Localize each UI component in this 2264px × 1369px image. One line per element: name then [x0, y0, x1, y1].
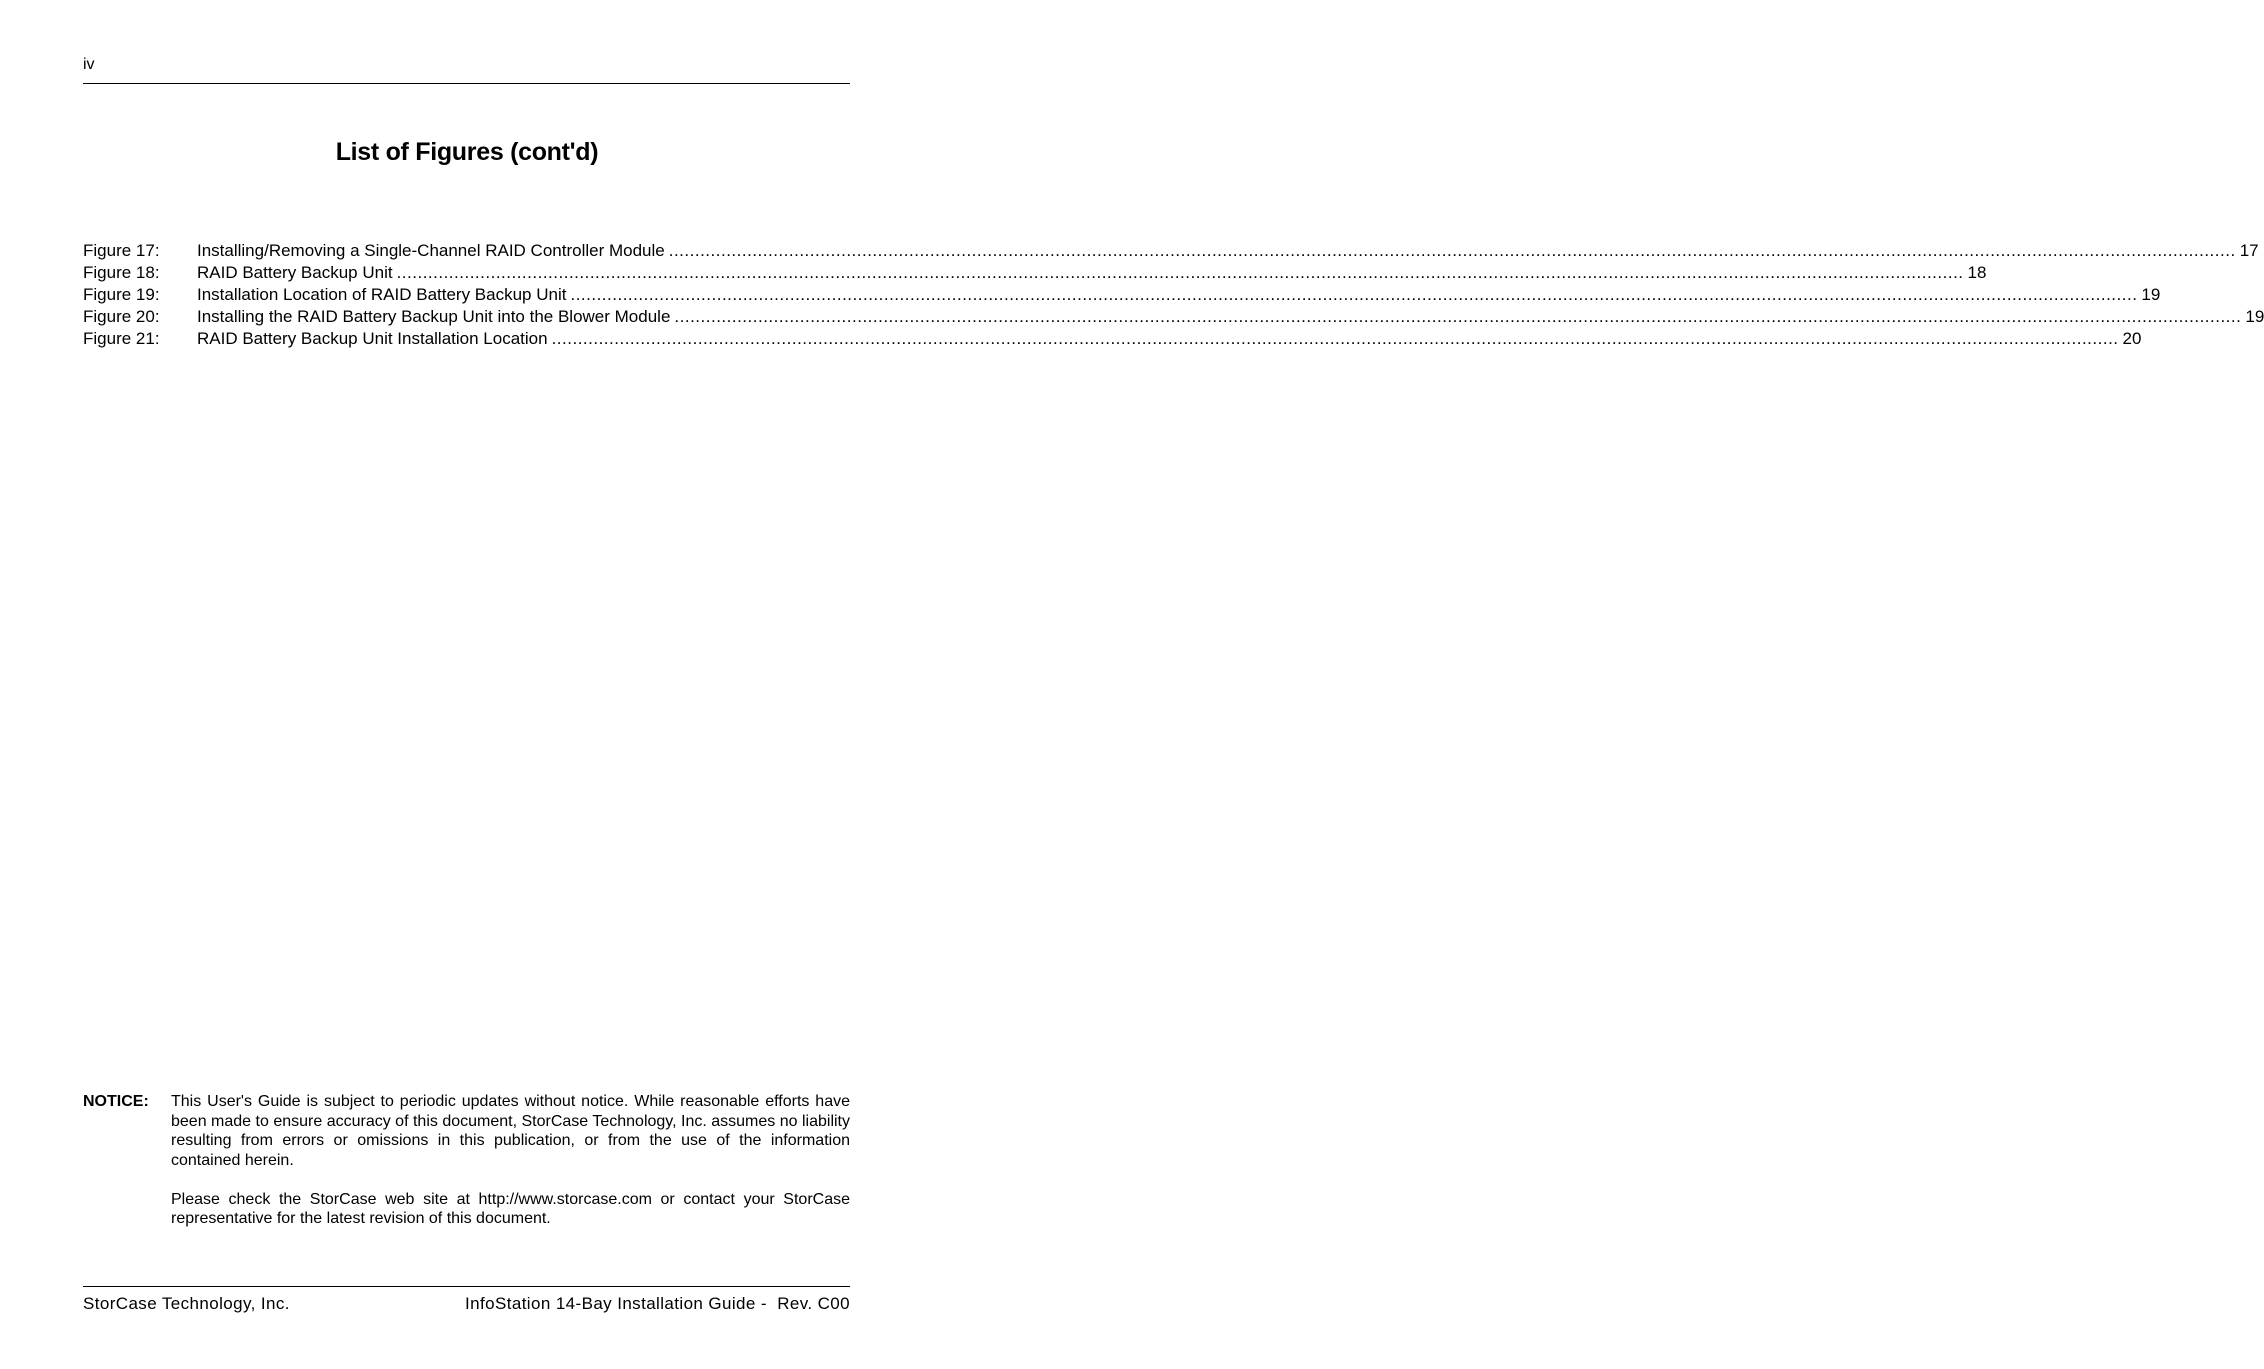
footer-rule	[83, 1286, 850, 1287]
toc-entry[interactable]	[83, 284, 2161, 306]
toc-entry[interactable]	[83, 328, 2142, 350]
toc-figure-label: Figure 17:	[83, 241, 160, 260]
toc-figure-label: Figure 21:	[83, 329, 160, 348]
toc-page-number: 17	[2239, 241, 2259, 260]
toc-entry[interactable]	[83, 240, 2259, 262]
toc-figure-label: Figure 20:	[83, 307, 160, 326]
toc-page-number: 18	[1967, 263, 1987, 282]
toc-page-number: 19	[2141, 285, 2161, 304]
toc-figure-label: Figure 18:	[83, 263, 160, 282]
notice-paragraph: Please check the StorCase web site at http://www.storcase.com or contact your StorCase representative for the latest revision of this document.	[171, 1190, 850, 1227]
notice-label: NOTICE:	[83, 1093, 149, 1110]
toc-entry[interactable]	[83, 262, 1987, 284]
toc-entry[interactable]	[83, 306, 2264, 328]
toc-leader-dots: ............................................................................................................................................................................................................................................................................................................	[674, 307, 2242, 326]
toc-figure-title: RAID Battery Backup Unit Installation Location	[197, 329, 548, 348]
notice-body	[171, 1092, 850, 1229]
notice-paragraph: This User's Guide is subject to periodic updates without notice. While reasonable efforts have been made to ensure accuracy of this document, StorCase Technology, Inc. assumes no liability resulting from errors or omissions in this publication, or from the use of the information contained herein.	[171, 1093, 850, 1169]
toc-figure-title: Installing/Removing a Single-Channel RAID Controller Module	[197, 241, 665, 260]
page-title: List of Figures (cont'd)	[335, 138, 599, 166]
footer-document-title: InfoStation 14-Bay Installation Guide - Rev. C00	[465, 1294, 850, 1313]
toc-page-number: 19	[2245, 307, 2264, 326]
toc-leader-dots: ............................................................................................................................................................................................................................................................................................................	[396, 263, 1964, 282]
header-rule	[83, 83, 850, 84]
toc-figure-title: Installation Location of RAID Battery Backup Unit	[197, 285, 567, 304]
toc-figure-label: Figure 19:	[83, 285, 160, 304]
notice-block	[83, 1092, 850, 1248]
toc-figure-title: Installing the RAID Battery Backup Unit into the Blower Module	[197, 307, 671, 326]
list-of-figures	[83, 240, 2264, 350]
toc-leader-dots: ............................................................................................................................................................................................................................................................................................................	[570, 285, 2138, 304]
toc-leader-dots: ............................................................................................................................................................................................................................................................................................................	[551, 329, 2119, 348]
toc-leader-dots: ............................................................................................................................................................................................................................................................................................................	[668, 241, 2236, 260]
toc-page-number: 20	[2122, 329, 2142, 348]
toc-figure-title: RAID Battery Backup Unit	[197, 263, 393, 282]
page-number: iv	[83, 56, 95, 73]
footer-company: StorCase Technology, Inc.	[83, 1294, 290, 1313]
